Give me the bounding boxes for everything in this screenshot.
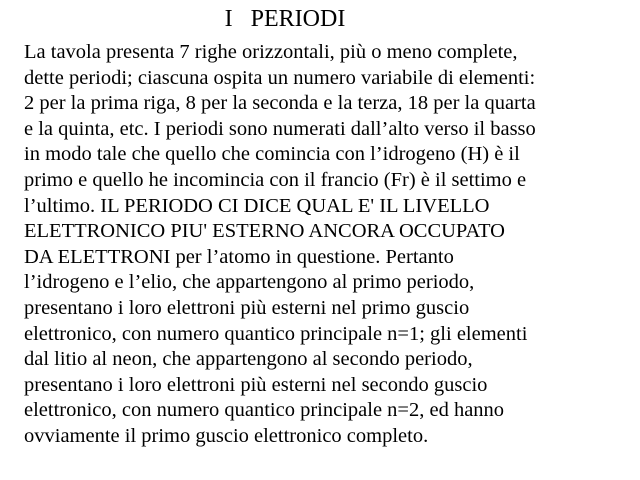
text-line: e la quinta, etc. I periodi sono numerati dall’alto verso il basso <box>24 117 536 140</box>
text-line: l’ultimo. IL PERIODO CI DICE QUAL E' IL LIVELLO <box>24 194 490 217</box>
text-line: in modo tale che quello che comincia con l’idrogeno (H) è il <box>24 143 520 166</box>
text-line: dal litio al neon, che appartengono al secondo periodo, <box>24 348 473 371</box>
text-line: elettronico, con numero quantico principale n=2, ed hanno <box>24 399 505 422</box>
text-line: ovviamente il primo guscio elettronico completo. <box>24 424 429 447</box>
text-line: l’idrogeno e l’elio, che appartengono al primo periodo, <box>24 271 475 294</box>
text-line: DA ELETTRONI per l’atomo in questione. Pertanto <box>24 245 454 268</box>
text-line: presentano i loro elettroni più esterni nel secondo guscio <box>24 373 488 396</box>
text-line: primo e quello he incomincia con il francio (Fr) è il settimo e <box>24 168 527 191</box>
text-line: presentano i loro elettroni più esterni nel primo guscio <box>24 296 470 319</box>
slide-title: I PERIODI <box>224 6 346 32</box>
text-line: dette periodi; ciascuna ospita un numero variabile di elementi: <box>24 66 536 89</box>
text-line: 2 per la prima riga, 8 per la seconda e la terza, 18 per la quarta <box>24 92 536 115</box>
text-line: ELETTRONICO PIU' ESTERNO ANCORA OCCUPATO <box>24 220 505 243</box>
text-line: elettronico, con numero quantico principale n=1; gli elementi <box>24 322 528 345</box>
body-text <box>24 40 634 450</box>
text-line: La tavola presenta 7 righe orizzontali, più o meno complete, <box>24 41 518 63</box>
